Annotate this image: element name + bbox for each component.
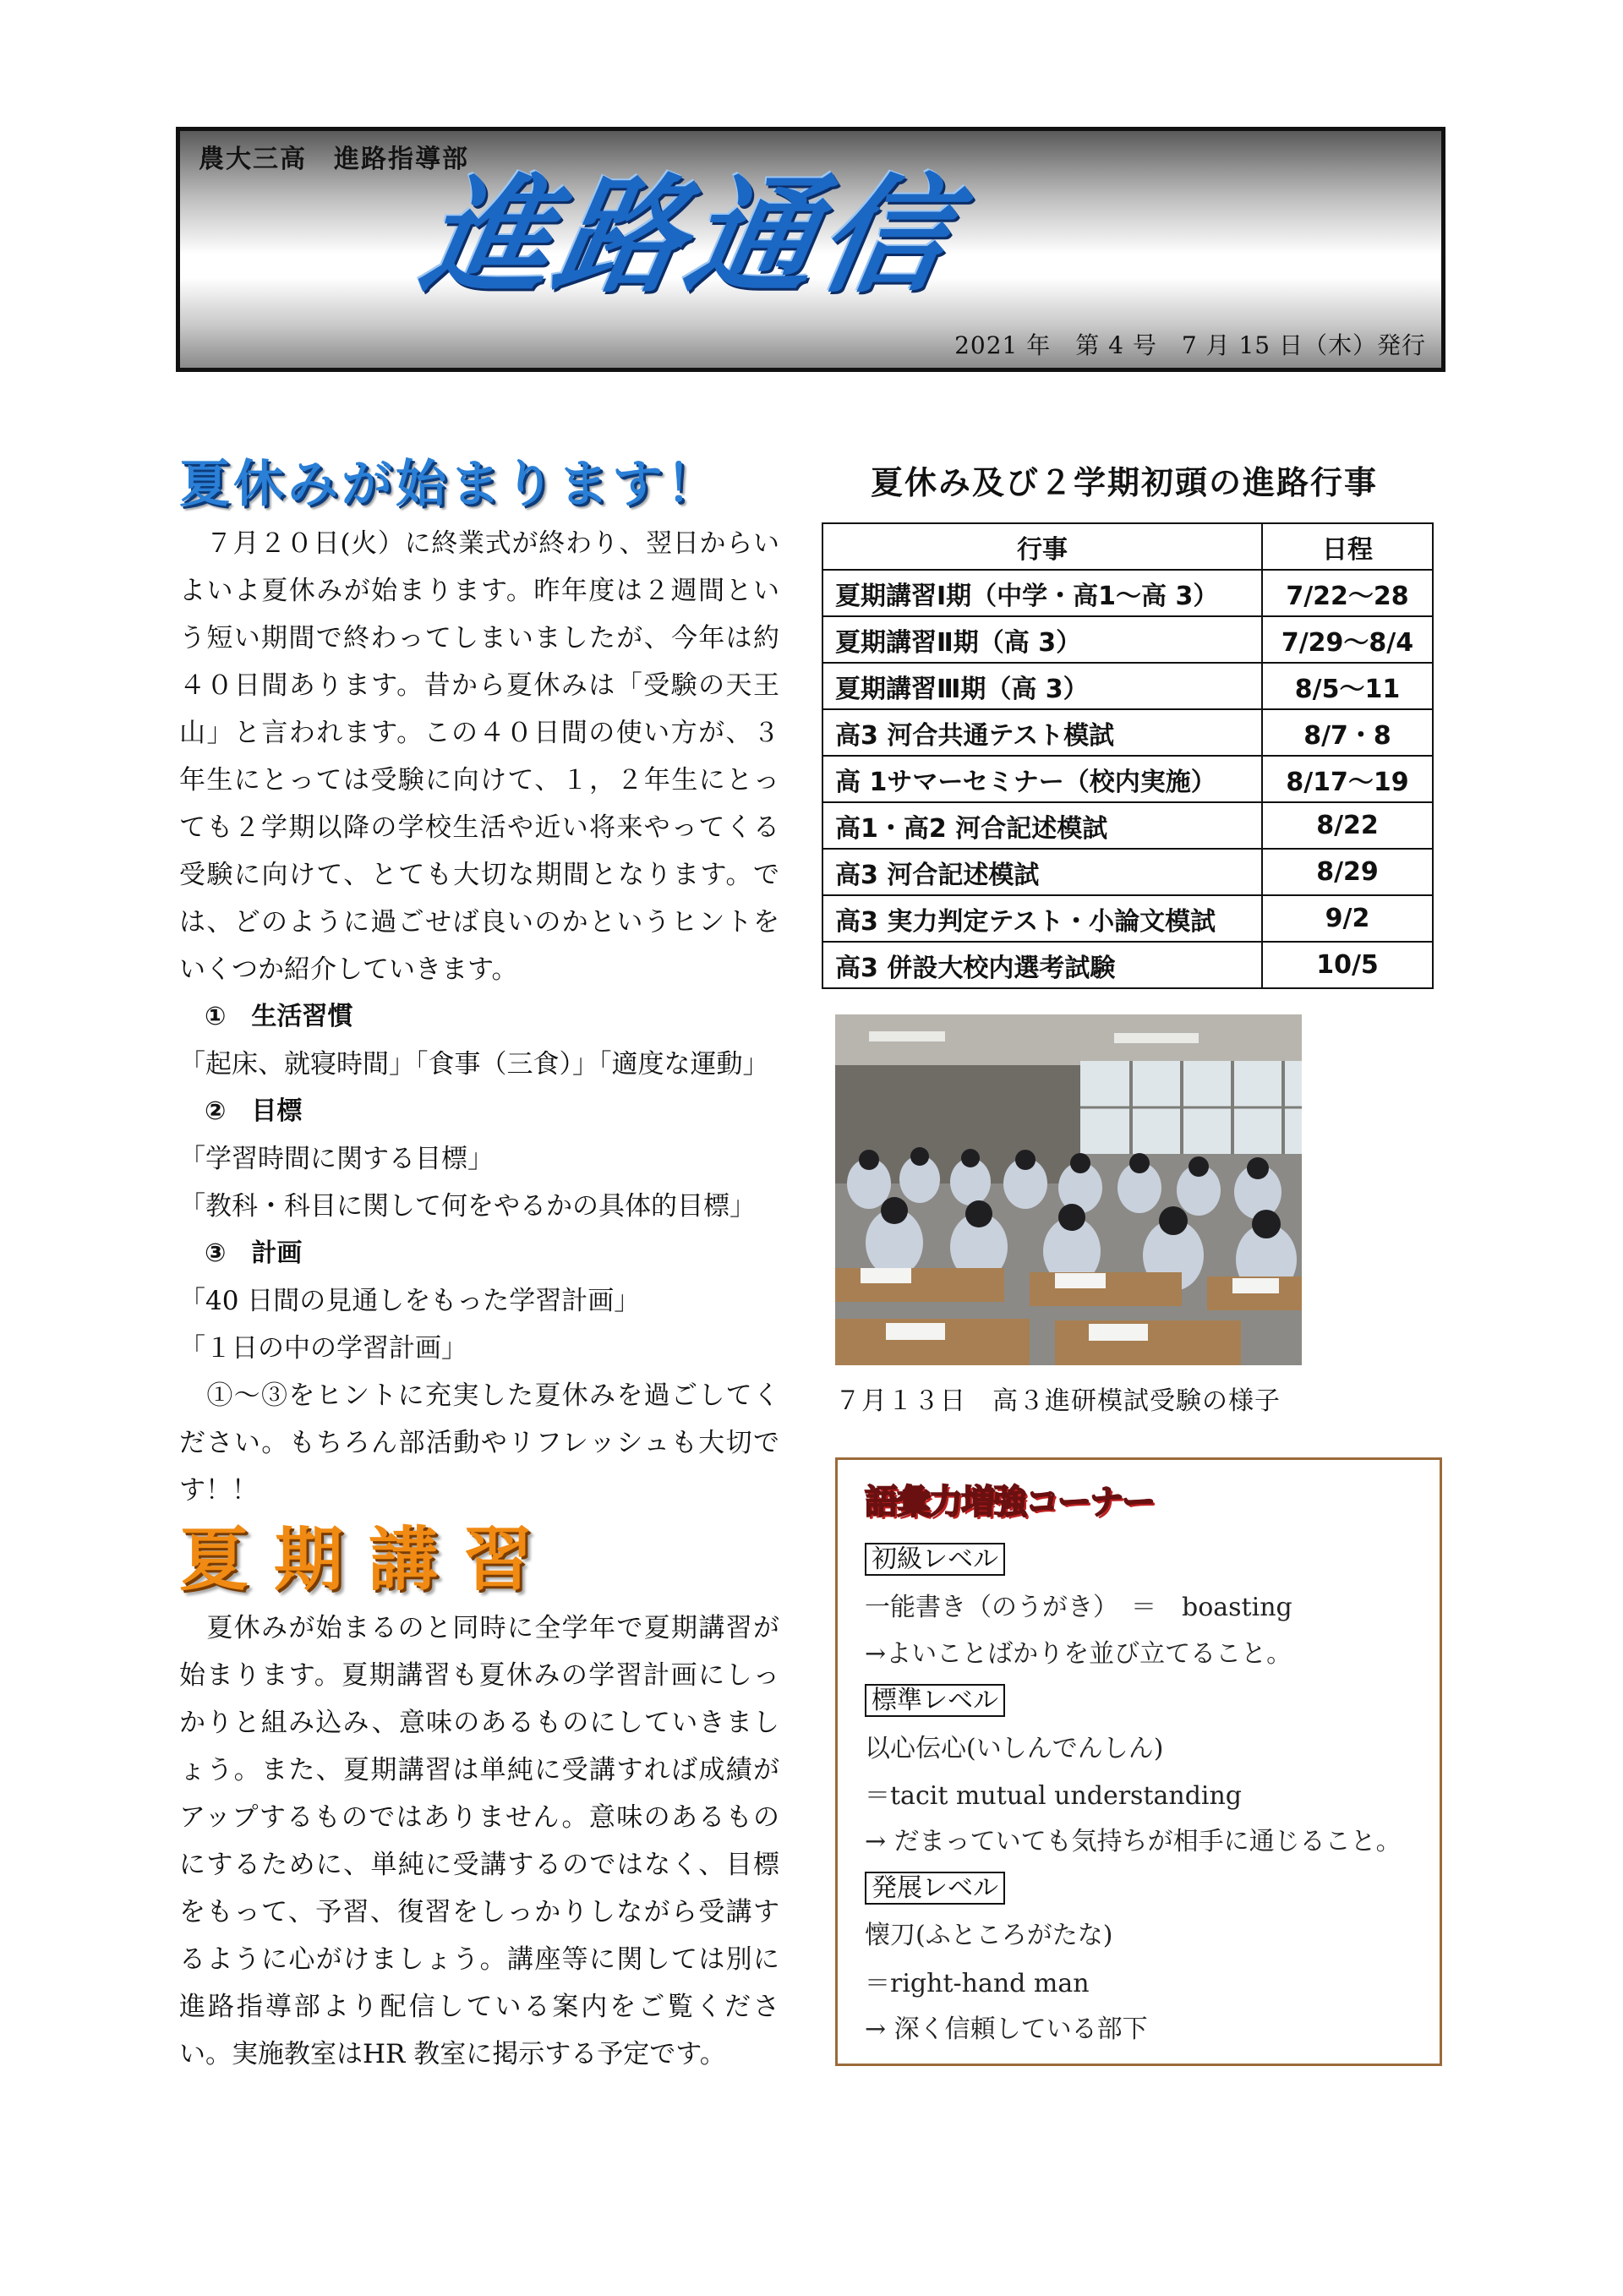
hint-2-line-2: 「教科・科目に関して何をやるかの具体的目標」	[179, 1191, 756, 1222]
table-row	[822, 802, 1433, 849]
hint-3-line-1: 「40 日間の見通しをもった学習計画」	[179, 1286, 641, 1316]
issue-info: 2021 年 第 4 号 7 月 15 日（木）発行	[954, 331, 1426, 359]
vocab-line: ＝right-hand man	[865, 1969, 1090, 1998]
date-cell: 8/5～11	[1262, 663, 1433, 709]
corner-title: 語彙力増強コーナー	[865, 1483, 1154, 1522]
intro-paragraph	[179, 520, 779, 993]
date-cell: 8/22	[1262, 802, 1433, 849]
event-cell: 高1・高2 河合記述模試	[822, 802, 1262, 849]
vocab-line: →よいことばかりを並び立てること。	[865, 1639, 1292, 1669]
hint-2-line-1: 「学習時間に関する目標」	[179, 1144, 494, 1174]
hint-3-heading: ③ 計画	[205, 1238, 303, 1268]
event-cell: 夏期講習Ⅱ期（高 3）	[822, 616, 1262, 663]
organization-name: 農大三高 進路指導部	[199, 145, 469, 174]
table-row	[822, 709, 1433, 756]
table-row	[822, 942, 1433, 988]
event-cell: 高3 河合記述模試	[822, 849, 1262, 895]
event-cell: 夏期講習Ⅰ期（中学・高1～高 3）	[822, 570, 1262, 616]
schedule-title: 夏休み及び２学期初頭の進路行事	[871, 464, 1379, 501]
vocab-line: 懐刀(ふところがたな)	[865, 1921, 1113, 1950]
event-cell: 高3 併設大校内選考試験	[822, 942, 1262, 988]
hint-2-heading: ② 目標	[205, 1096, 303, 1126]
headline-summer-course: 夏期講習	[179, 1520, 559, 1600]
table-row	[822, 849, 1433, 895]
newsletter-title: 進路通信	[412, 163, 966, 310]
level-tag: 発展レベル	[865, 1872, 1005, 1905]
level-tag: 標準レベル	[865, 1684, 1005, 1717]
level-tag: 初級レベル	[865, 1543, 1005, 1576]
date-cell: 8/29	[1262, 849, 1433, 895]
event-cell: 高3 河合共通テスト模試	[822, 709, 1262, 756]
date-cell: 7/29～8/4	[1262, 616, 1433, 663]
hints-list	[179, 993, 769, 1372]
course-paragraph: 夏休みが始まるのと同時に全学年で夏期講習が始まります。夏期講習も夏休みの学習計画にしっかりと組み込み、意味のあるものにしていきましょう。また、夏期講習は単純に受講すれば成績がアップするものではありません。意味のあるものにするために、単純に受講するのではなく、目標をもって、予習、復習をしっかりしながら受講するように心がけましょう。講座等に関しては別に進路指導部より配信している案内をご覧ください。実施教室はHR 教室に掲示する予定です。	[179, 1613, 779, 2069]
date-cell: 8/17～19	[1262, 756, 1433, 802]
event-cell: 高3 実力判定テスト・小論文模試	[822, 895, 1262, 942]
hint-1-line: 「起床、就寝時間」「食事（三食）」「適度な運動」	[179, 1049, 769, 1080]
table-row	[822, 895, 1433, 942]
column-header-event: 行事	[822, 523, 1262, 570]
schedule-table	[822, 522, 1434, 989]
photo-caption: ７月１３日 高３進研模試受験の様子	[835, 1386, 1281, 1416]
vocab-line: 以心伝心(いしんでんしん)	[865, 1734, 1164, 1763]
event-cell: 高 1サマーセミナー（校内実施）	[822, 756, 1262, 802]
date-cell: 7/22～28	[1262, 570, 1433, 616]
event-cell: 夏期講習Ⅲ期（高 3）	[822, 663, 1262, 709]
table-header-row	[822, 523, 1433, 570]
date-cell: 9/2	[1262, 895, 1433, 942]
date-cell: 8/7・8	[1262, 709, 1433, 756]
table-row	[822, 756, 1433, 802]
closing-paragraph: ①～③をヒントに充実した夏休みを過ごしてください。もちろん部活動やリフレッシュも大切です！！	[179, 1380, 779, 1506]
vocab-line: → だまっていても気持ちが相手に通じること。	[865, 1827, 1402, 1856]
vocab-line: → 深く信頼している部下	[865, 2014, 1148, 2044]
exam-classroom-photo	[835, 1014, 1302, 1365]
masthead	[176, 127, 1445, 372]
headline-summer-vacation: 夏休みが始まります！	[179, 455, 720, 514]
vocab-line: 一能書き（のうがき） ＝ boasting	[865, 1593, 1292, 1622]
level-beginner	[865, 1543, 1005, 1577]
column-header-date: 日程	[1262, 523, 1433, 570]
date-cell: 10/5	[1262, 942, 1433, 988]
hint-3-line-2: 「１日の中の学習計画」	[179, 1333, 467, 1364]
level-standard	[865, 1684, 1005, 1718]
vocab-line: ＝tacit mutual understanding	[865, 1781, 1243, 1811]
vocabulary-corner	[835, 1457, 1442, 2066]
table-row	[822, 570, 1433, 616]
intro-text: ７月２０日(火）に終業式が終わり、翌日からいよいよ夏休みが始まります。昨年度は２週間という短い期間で終わってしまいましたが、今年は約４０日間あります。昔から夏休みは「受験の天王山」と言われます。この４０日間の使い方が、３年生にとっては受験に向けて、１，２年生にとっても２学期以降の学校生活や近い将来やってくる受験に向けて、とても大切な期間となります。では、どのように過ごせば良いのかというヒントをいくつか紹介していきます。	[179, 528, 779, 985]
table-row	[822, 616, 1433, 663]
table-row	[822, 663, 1433, 709]
hint-1-heading: ① 生活習慣	[205, 1002, 353, 1031]
level-advanced	[865, 1872, 1005, 1905]
